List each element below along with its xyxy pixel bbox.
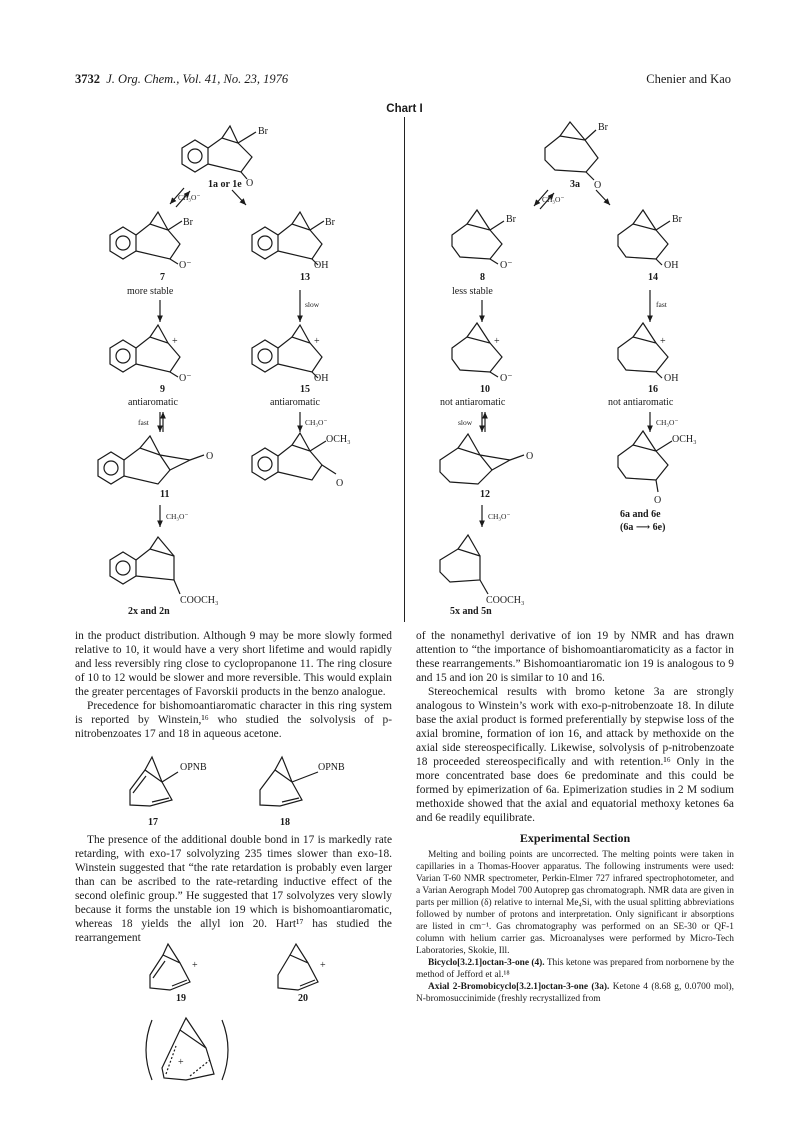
structure-18 xyxy=(260,757,345,806)
reagent-methoxide-right-2: CH₃O⁻ xyxy=(656,418,679,427)
svg-text:O⁻: O⁻ xyxy=(500,373,513,384)
experimental-paragraph: Axial 2-Bromobicyclo[3.2.1]octan-3-one (3a). Ketone 4 (8.68 g, 0.0700 mol), N-bromosuccinimide (freshly recrystallized from xyxy=(416,982,734,1004)
paragraph: Stereochemical results with bromo ketone 3a are strongly analogous to Winstein’s work with exo-p-nitrobenzoate 18. In dilute base the axial product is formed preferentially by stepwise loss of the axial bromine, formation of ion 16, and attack by methoxide on the axial side stereospecifically. Likewise, solvolysis of p-nitrobenzoate 18 proceeded stereospecifically and with retention.¹⁶ Only in the more concentrated base does 6e predominate and this could be formed by epimerization of 6a. Epimerization studies in 2 M sodium methoxide showed that the axial and equatorial methoxy ketones 6a and 6e readily equilibrate. xyxy=(416,686,734,824)
structure-12 xyxy=(440,434,533,484)
compound-label-19: 19 xyxy=(176,993,186,1004)
compound-label-17: 17 xyxy=(148,817,158,828)
svg-text:+: + xyxy=(494,336,500,347)
chart-title: Chart I xyxy=(386,103,423,115)
compound-label-7: 7 xyxy=(160,272,165,283)
compound-label-10: 10 xyxy=(480,384,490,395)
structure-2 xyxy=(110,537,219,606)
svg-text:O⁻: O⁻ xyxy=(500,260,513,271)
journal-citation: J. Org. Chem., Vol. 41, No. 23, 1976 xyxy=(106,72,289,86)
structure-bishomo-resonance xyxy=(146,1018,228,1080)
label-br: Br xyxy=(258,126,268,137)
note-fast: fast xyxy=(138,418,149,427)
svg-text:Br: Br xyxy=(183,217,193,228)
compound-label-16: 16 xyxy=(648,384,658,395)
svg-text:O⁻: O⁻ xyxy=(179,260,192,271)
compound-label-15: 15 xyxy=(300,384,310,395)
svg-text:O: O xyxy=(654,495,662,506)
svg-text:O: O xyxy=(336,478,344,489)
svg-text:OPNB: OPNB xyxy=(318,762,345,773)
svg-text:+: + xyxy=(660,336,666,347)
svg-text:COOCH₃: COOCH₃ xyxy=(486,595,525,606)
svg-text:COOCH₃: COOCH₃ xyxy=(180,595,219,606)
structure-methoxy-ketone-benzo xyxy=(252,433,351,489)
reagent-methoxide-3: CH₃O⁻ xyxy=(166,512,189,521)
svg-text:OCH₃: OCH₃ xyxy=(672,434,697,445)
paragraph: The presence of the additional double bond in 17 is markedly rate retarding, with exo-17 solvolyzing 235 times slower than exo-18. Winstein suggested that “the rate retardation is probably even larger than can be ascribed to the rate-retarding inductive effect of the second olefinic group.” He suggested that 17 solvolyzes very slowly because it forms the unstable ion 19 which is bishomoantiaromatic, whereas 18 yields the allyl ion 20. Hart¹⁷ has studied the rearrangement xyxy=(75,834,392,944)
structure-6 xyxy=(618,431,697,506)
note-more-stable: more stable xyxy=(127,286,174,297)
structure-20 xyxy=(278,944,326,990)
compound-label-18: 18 xyxy=(280,817,290,828)
paragraph: Precedence for bishomoantiaromatic character in this ring system is reported by Winstein,¹⁶ who studied the solvolysis of p-nitrobenzoates 17 and 18 in aqueous acetone. xyxy=(75,700,392,740)
structure-17 xyxy=(130,757,207,806)
arrow-1-to-13 xyxy=(232,190,246,205)
compound-label-9: 9 xyxy=(160,384,165,395)
structure-7 xyxy=(110,212,194,271)
page-number: 3732 xyxy=(75,72,100,86)
svg-text:OCH₃: OCH₃ xyxy=(326,434,351,445)
note-fast-right: fast xyxy=(656,300,667,309)
structure-14 xyxy=(618,210,683,271)
compound-label-12: 12 xyxy=(480,489,490,500)
svg-text:OH: OH xyxy=(314,260,329,271)
svg-text:+: + xyxy=(172,336,178,347)
note-slow: slow xyxy=(305,300,320,309)
svg-text:Br: Br xyxy=(506,214,516,225)
reagent-methoxide-right: CH₃O⁻ xyxy=(542,195,565,204)
paragraph: in the product distribution. Although 9 may be more slowly formed relative to 10, it would have a very short lifetime and would rapidly and less reversibly ring close to cyclopropanone 11. The ring closure of 10 to 12 would be slower and more reversible. This would explain the greater percentages of Favorskii products in the benzo analogue. xyxy=(75,630,392,698)
svg-text:+: + xyxy=(320,960,326,971)
svg-text:Br: Br xyxy=(325,217,335,228)
structure-10 xyxy=(452,323,513,384)
svg-text:OH: OH xyxy=(664,260,679,271)
right-column-text xyxy=(416,629,734,1005)
structure-9 xyxy=(110,325,192,384)
structure-13 xyxy=(252,212,336,271)
structure-15 xyxy=(252,325,328,384)
note-slow-right: slow xyxy=(458,418,473,427)
svg-text:+: + xyxy=(178,1057,184,1068)
experimental-paragraph: Bicyclo[3.2.1]octan-3-one (4). This ketone was prepared from norbornene by the method of Jefford et al.¹⁸ xyxy=(416,958,734,980)
paragraph: of the nonamethyl derivative of ion 19 by NMR and has drawn attention to “the importance of bishomoantiaromaticity as a factor in these rearrangements.” Bishomoantiaromatic ion 19 is analogous to 9 and 15 and ion 20 is similar to 10 and 16. xyxy=(416,630,734,684)
compound-label-6: 6a and 6e xyxy=(620,509,661,520)
compound-label-11: 11 xyxy=(160,489,170,500)
svg-text:O⁻: O⁻ xyxy=(179,373,192,384)
svg-text:+: + xyxy=(314,336,320,347)
section-heading: Experimental Section xyxy=(519,831,631,845)
structure-8 xyxy=(452,210,517,271)
svg-text:OH: OH xyxy=(664,373,679,384)
compound-label-20: 20 xyxy=(298,993,308,1004)
equilibrium-6a-6e: (6a ⟶ 6e) xyxy=(620,522,666,533)
reagent-methoxide: CH₃O⁻ xyxy=(178,193,201,202)
note-antiaromatic-9: antiaromatic xyxy=(128,397,178,408)
note-not-antiaromatic-16: not antiaromatic xyxy=(608,397,674,408)
structure-19 xyxy=(150,944,198,990)
compound-label-14: 14 xyxy=(648,272,658,283)
note-antiaromatic-15: antiaromatic xyxy=(270,397,320,408)
compound-label-3a: 3a xyxy=(570,179,580,190)
svg-text:Br: Br xyxy=(598,122,608,133)
note-less-stable: less stable xyxy=(452,286,493,297)
note-not-antiaromatic-10: not antiaromatic xyxy=(440,397,506,408)
svg-text:O: O xyxy=(206,451,214,462)
svg-text:OH: OH xyxy=(314,373,329,384)
experimental-paragraph: Melting and boiling points are uncorrected. The melting points were taken in capillaries in a Thomas-Hoover apparatus. The following instruments were used: Varian T-60 NMR spectrometer, Perkin-Elmer 727 infrared spectrophotometer, and a Varian Aerograph Model 700 Autoprep gas chromatograph. NMR data are given in parts per million (δ) relative to internal Me₄Si, with the usual splitting abbreviations followed by number of protons and interpretation. Only significant ir absorptions are listed in cm⁻¹. Gas chromatography was performed on an SE-30 or QF-1 column with helium carrier gas. Microanalyses were performed by Micro-Tech Laboratories, Skokie, Ill. xyxy=(416,850,734,956)
structure-16 xyxy=(618,323,678,384)
svg-text:O: O xyxy=(526,451,534,462)
running-header-authors: Chenier and Kao xyxy=(646,72,731,86)
structure-11 xyxy=(98,436,213,484)
svg-text:O: O xyxy=(594,180,602,191)
compound-label-8: 8 xyxy=(480,272,485,283)
left-column-text xyxy=(75,629,392,741)
svg-text:OPNB: OPNB xyxy=(180,762,207,773)
svg-text:+: + xyxy=(192,960,198,971)
reagent-methoxide-2: CH₃O⁻ xyxy=(305,418,328,427)
reagent-methoxide-right-3: CH₃O⁻ xyxy=(488,512,511,521)
compound-label-1: 1a or 1e xyxy=(208,179,242,190)
left-column-text-2 xyxy=(75,833,392,945)
compound-label-2: 2x and 2n xyxy=(128,606,170,617)
compound-label-5: 5x and 5n xyxy=(450,606,492,617)
structure-5 xyxy=(440,535,525,606)
compound-label-13: 13 xyxy=(300,272,310,283)
svg-text:Br: Br xyxy=(672,214,682,225)
label-o: O xyxy=(246,178,254,189)
